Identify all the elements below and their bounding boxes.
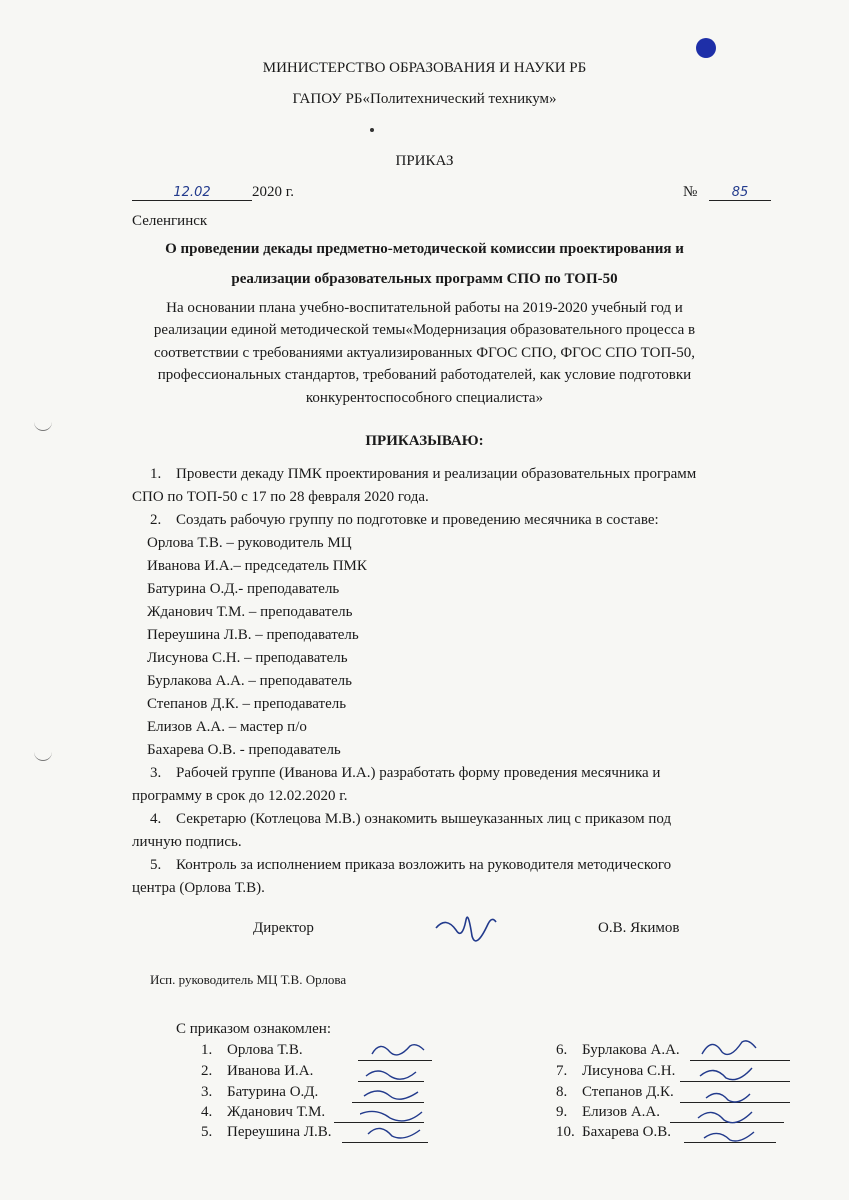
decree-item-5-cont: центра (Орлова Т.В). [132, 880, 265, 896]
item-number: 2. [201, 1063, 213, 1079]
item-text: Контроль за исполнением приказа возложить на руководителя методического [176, 857, 672, 873]
item-number: 1. [201, 1042, 213, 1058]
number-label: № [683, 184, 698, 200]
acquainted-left-2 [201, 1063, 313, 1080]
item-number: 5. [201, 1124, 213, 1140]
decree-item-5 [150, 857, 671, 874]
group-member: Орлова Т.В. – руководитель МЦ [147, 535, 352, 551]
decree-item-4 [150, 811, 671, 828]
city: Селенгинск [132, 213, 208, 229]
margin-mark [34, 750, 52, 761]
group-member: Батурина О.Д.- преподаватель [147, 581, 340, 597]
basis-line: реализации единой методической темы«Модернизация образовательного процесса в [153, 322, 696, 338]
item-number: 2. [150, 512, 162, 528]
item-number: 4. [201, 1104, 213, 1120]
group-member: Переушина Л.В. – преподаватель [147, 627, 359, 643]
acquainted-left-1 [201, 1042, 303, 1059]
person-name: Лисунова С.Н. [582, 1063, 676, 1079]
margin-mark [34, 420, 52, 431]
subject-line-2: реализации образовательных программ СПО по ТОП-50 [231, 271, 618, 287]
item-text: Создать рабочую группу по подготовке и проведению месячника в составе: [176, 512, 659, 528]
director-title: Директор [253, 920, 314, 936]
group-member: Бахарева О.В. - преподаватель [147, 742, 341, 758]
acquainted-left-3 [201, 1084, 318, 1101]
basis-line: соответствии с требованиями актуализированных ФГОС СПО, ФГОС СПО ТОП-50, [153, 345, 696, 361]
subject-line-1: О проведении декады предметно-методической комиссии проектирования и [165, 241, 684, 257]
item-text: Провести декаду ПМК проектирования и реализации образовательных программ [176, 466, 697, 482]
decree-item-4-cont: личную подпись. [132, 834, 242, 850]
institution-name: ГАПОУ РБ«Политехнический техникум» [292, 91, 557, 107]
item-number: 3. [150, 765, 162, 781]
acquainted-right-10 [556, 1124, 671, 1141]
item-number: 7. [556, 1063, 568, 1079]
basis-line: конкурентоспособного специалиста» [305, 390, 544, 406]
ink-dot [370, 128, 374, 132]
person-name: Иванова И.А. [227, 1063, 314, 1079]
person-name: Орлова Т.В. [227, 1042, 303, 1058]
acquainted-right-8 [556, 1084, 674, 1101]
order-date [132, 184, 294, 201]
item-number: 6. [556, 1042, 568, 1058]
item-text: Рабочей группе (Иванова И.А.) разработать форму проведения месячника и [176, 765, 661, 781]
item-number: 4. [150, 811, 162, 827]
acquainted-left-5 [201, 1124, 331, 1141]
acquainted-right-9 [556, 1104, 660, 1121]
item-number: 9. [556, 1104, 568, 1120]
handwritten-date: 12.02 [132, 185, 252, 201]
acquainted-right-6 [556, 1042, 680, 1059]
item-number: 3. [201, 1084, 213, 1100]
acquainted-heading: С приказом ознакомлен: [176, 1021, 332, 1037]
person-name: Жданович Т.М. [227, 1104, 326, 1120]
person-name: Степанов Д.К. [582, 1084, 674, 1100]
item-number: 1. [150, 466, 162, 482]
director-signature [432, 906, 502, 956]
decree-item-3 [150, 765, 660, 782]
person-name: Бахарева О.В. [582, 1124, 672, 1140]
handwritten-number: 85 [709, 185, 771, 201]
item-number: 10. [556, 1124, 575, 1140]
executor: Исп. руководитель МЦ Т.В. Орлова [150, 972, 347, 987]
handwritten-signatures-right [696, 1034, 766, 1146]
decree-item-1 [150, 466, 696, 483]
ink-blot [696, 38, 716, 58]
group-member: Иванова И.А.– председатель ПМК [147, 558, 367, 574]
item-text: Секретарю (Котлецова М.В.) ознакомить вышеуказанных лиц с приказом под [176, 811, 672, 827]
acquainted-left-4 [201, 1104, 325, 1121]
group-member: Лисунова С.Н. – преподаватель [147, 650, 348, 666]
person-name: Батурина О.Д. [227, 1084, 319, 1100]
basis-line: На основании плана учебно-воспитательной работы на 2019-2020 учебный год и [166, 300, 683, 316]
group-member: Степанов Д.К. – преподаватель [147, 696, 347, 712]
acquainted-right-7 [556, 1063, 675, 1080]
order-number [683, 184, 771, 201]
basis-line: профессиональных стандартов, требований работодателей, как условие подготовки [157, 367, 692, 383]
date-year: 2020 г. [252, 184, 294, 200]
ministry-name: МИНИСТЕРСТВО ОБРАЗОВАНИЯ И НАУКИ РБ [262, 60, 587, 76]
handwritten-signatures [360, 1036, 440, 1146]
decree-item-3-cont: программу в срок до 12.02.2020 г. [132, 788, 348, 804]
order-title: ПРИКАЗ [395, 153, 454, 169]
person-name: Переушина Л.В. [227, 1124, 332, 1140]
decree-item-2 [150, 512, 659, 529]
person-name: Бурлакова А.А. [582, 1042, 680, 1058]
person-name: Елизов А.А. [582, 1104, 661, 1120]
director-name: О.В. Якимов [598, 920, 680, 936]
group-member: Жданович Т.М. – преподаватель [147, 604, 353, 620]
decree-heading: ПРИКАЗЫВАЮ: [365, 433, 484, 449]
item-number: 8. [556, 1084, 568, 1100]
group-member: Бурлакова А.А. – преподаватель [147, 673, 352, 689]
decree-item-1-cont: СПО по ТОП-50 с 17 по 28 февраля 2020 года. [132, 489, 429, 505]
group-member: Елизов А.А. – мастер п/о [147, 719, 307, 735]
item-number: 5. [150, 857, 162, 873]
